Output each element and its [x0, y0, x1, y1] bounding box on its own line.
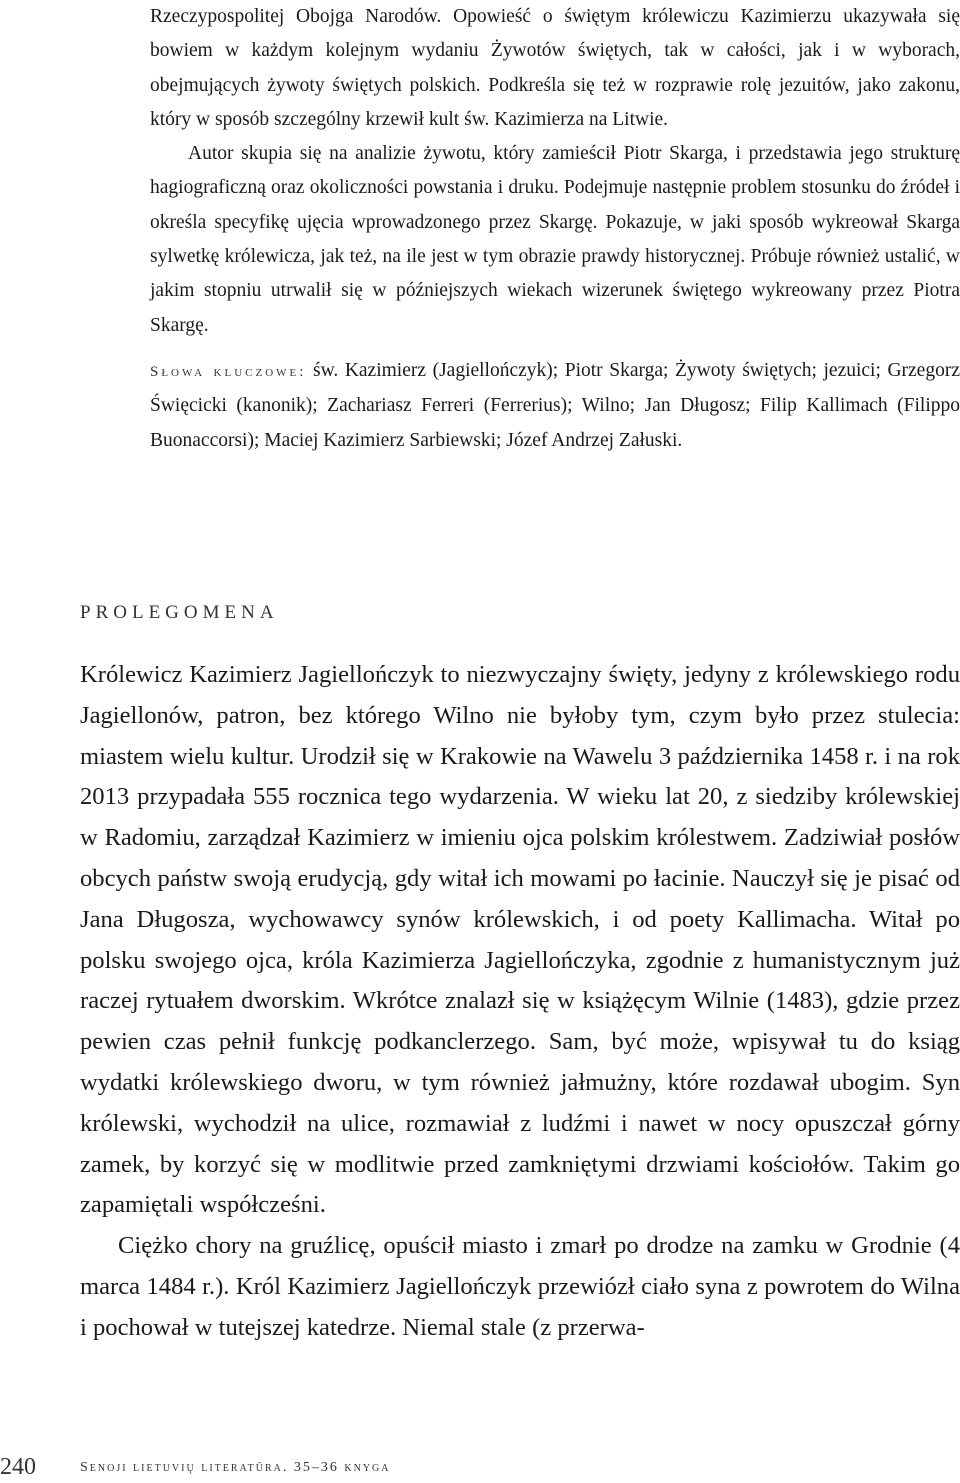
body-paragraph-2: Ciężko chory na gruźlicę, opuścił miasto i zmarł po drodze na zamku w Grodnie (4 marca 1484 r.). Król Kazimierz Jagiellończyk przewiózł ciało syna z powrotem do Wilna i pochował w tutejszej katedrze. Niemal stale (z przerwa-: [80, 1232, 960, 1341]
journal-title: Senoji lietuvių literatūra. 35–36 knyga: [80, 1460, 391, 1475]
body-paragraph-1: Królewicz Kazimierz Jagiellończyk to niezwyczajny święty, jedyny z królewskiego rodu Jagiellonów, patron, bez którego Wilno nie byłoby tym, czym było przez stulecia: miastem wielu kultur. Urodził się w Krakowie na Wawelu 3 października 1458 r. i na rok 2013 przypadała 555 rocznica tego wydarzenia. W wieku lat 20, z siedziby królewskiej w Radomiu, zarządzał Kazimierz w imieniu ojca polskim królestwem. Zadziwiał posłów obcych państw swoją erudycją, gdy witał ich mowami po łacinie. Nauczył się je pisać od Jana Długosza, wychowawcy synów królewskich, i od poety Kallimacha. Witał po polsku swojego ojca, króla Kazimierza Jagiellończyka, zgodnie z humanistycznym już raczej rytuałem dworskim. Wkrótce znalazł się w książęcym Wilnie (1483), gdzie przez pewien czas pełnił funkcję podkanclerzego. Sam, być może, wpisywał tu do ksiąg wydatki królewskiego dworu, w tym również jałmużny, które rozdawał ubogim. Syn królewski, wychodził na ulice, rozmawiał z ludźmi i nawet w nocy opuszczał górny zamek, by korzyć się w modlitwie przed zamkniętymi drzwiami kościołów. Takim go zapamiętali współcześni.: [80, 661, 960, 1219]
keywords-text: św. Kazimierz (Jagiellończyk); Piotr Skarga; Żywoty świętych; jezuici; Grzegorz Święcicki (kanonik); Zachariasz Ferreri (Ferrerius); Wilno; Jan Długosz; Filip Kallimach (Filippo Buonaccorsi); Maciej Kazimierz Sarbiewski; Józef Andrzej Załuski.: [150, 359, 960, 451]
abstract-paragraph-1: Rzeczypospolitej Obojga Narodów. Opowieść o świętym królewiczu Kazimierzu ukazywała się bowiem w każdym kolejnym wydaniu Żywotów świętych, tak w całości, jak i w wyborach, obejmujących żywoty świętych polskich. Podkreśla się też w rozprawie rolę jezuitów, jako zakonu, który w sposób szczególny krzewił kult św. Kazimierza na Litwie.: [150, 6, 960, 130]
section-heading: PROLEGOMENA: [80, 602, 279, 623]
abstract-block: [150, 0, 960, 458]
keywords-line: [150, 354, 960, 458]
abstract-paragraph-2: Autor skupia się na analizie żywotu, który zamieścił Piotr Skarga, i przedstawia jego strukturę hagiograficzną oraz okoliczności powstania i druku. Podejmuje następnie problem stosunku do źródeł i określa specyfikę ujęcia wprowadzonego przez Skargę. Pokazuje, w jaki sposób wykreował Skarga sylwetkę królewicza, jak też, na ile jest w tym obrazie prawdy historycznej. Próbuje również ustalić, w jakim stopniu utrwalił się w późniejszych wiekach wizerunek świętego wykreowany przez Piotra Skargę.: [150, 143, 960, 336]
keywords-label: Słowa kluczowe:: [150, 363, 307, 380]
section-body: [80, 655, 960, 1349]
page-number: 240: [0, 1454, 36, 1480]
